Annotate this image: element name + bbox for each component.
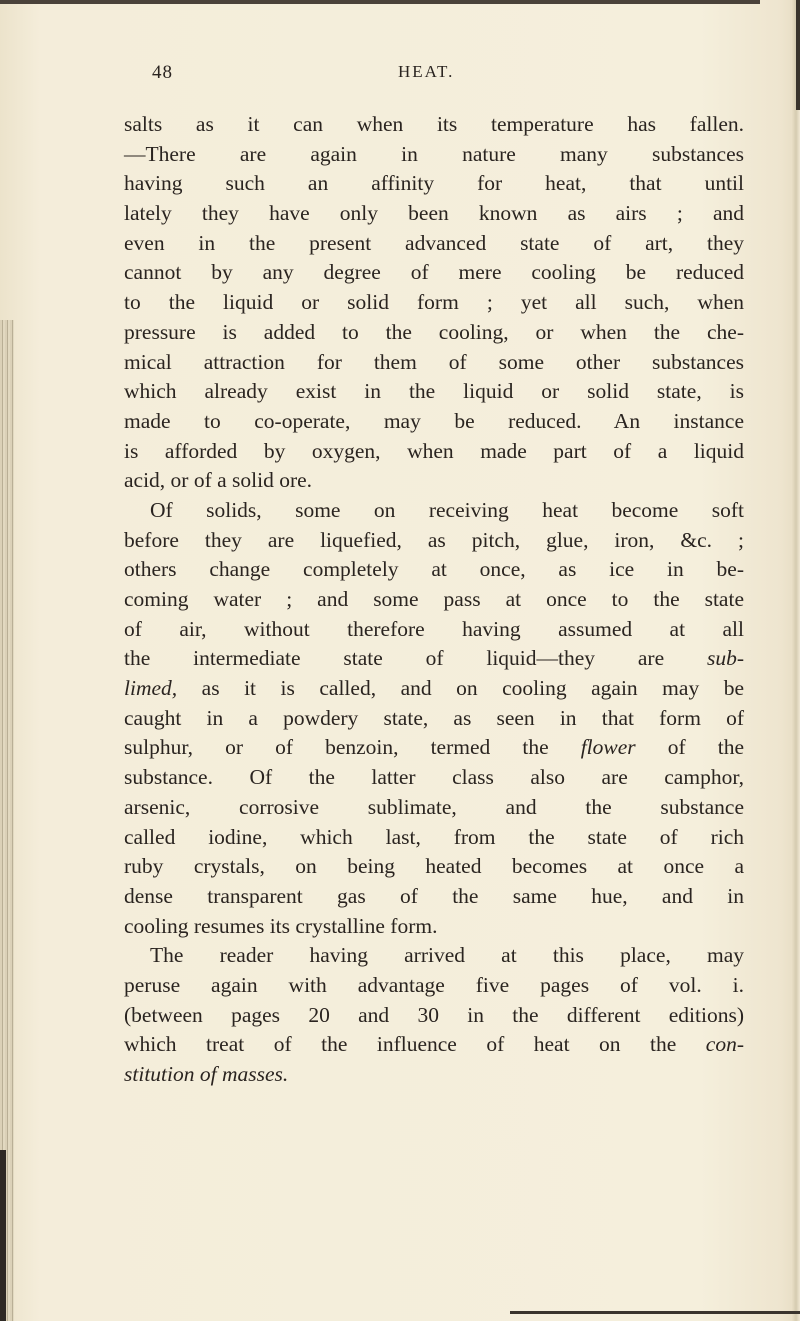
text-line: peruse again with advantage five pages of vol. i. bbox=[124, 972, 744, 997]
text-line: acid, or of a solid ore. bbox=[124, 468, 313, 493]
text-line: cannot by any degree of mere cooling be reduced bbox=[124, 260, 744, 285]
text-line: of air, without therefore having assumed at all bbox=[124, 616, 744, 641]
text-line: —There are again in nature many substances bbox=[124, 141, 744, 166]
left-binding-shadow bbox=[0, 1150, 6, 1321]
text-line: sulphur, or of benzoin, termed the flower of the bbox=[124, 735, 744, 760]
text-line: made to co-operate, may be reduced. An instance bbox=[124, 408, 744, 433]
paragraph-start-line: Of solids, some on receiving heat become soft bbox=[150, 497, 744, 522]
running-header bbox=[0, 62, 800, 90]
body-text bbox=[124, 110, 744, 1090]
text-line: substance. Of the latter class also are camphor, bbox=[124, 765, 744, 790]
italic-word: limed, bbox=[124, 676, 178, 701]
running-head-title: HEAT. bbox=[398, 62, 455, 81]
text-line: having such an affinity for heat, that until bbox=[124, 171, 744, 196]
page-number: 48 bbox=[152, 62, 173, 83]
text-line: pressure is added to the cooling, or when the che- bbox=[124, 319, 744, 344]
text-line: is afforded by oxygen, when made part of a liquid bbox=[124, 438, 744, 463]
right-edge-shadow bbox=[796, 0, 800, 110]
text-line: limed, as it is called, and on cooling again may be bbox=[124, 676, 744, 701]
bottom-edge-shadow bbox=[510, 1311, 800, 1314]
text-line: ruby crystals, on being heated becomes at once a bbox=[124, 854, 744, 879]
text-line: lately they have only been known as airs ; and bbox=[124, 201, 744, 226]
text-line: salts as it can when its temperature has fallen. bbox=[124, 112, 744, 136]
text-line: called iodine, which last, from the state of rich bbox=[124, 824, 744, 849]
text-line: even in the present advanced state of art, they bbox=[124, 230, 744, 255]
text-line: which already exist in the liquid or solid state, is bbox=[124, 379, 744, 404]
italic-phrase: stitution of masses. bbox=[124, 1062, 289, 1086]
italic-word: flower bbox=[580, 735, 636, 760]
text-line: the intermediate state of liquid—they are sub- bbox=[124, 646, 744, 671]
text-line bbox=[124, 1060, 744, 1090]
right-page-edge bbox=[792, 0, 800, 1321]
text-line: mical attraction for them of some other substances bbox=[124, 349, 744, 374]
text-line: coming water ; and some pass at once to the state bbox=[124, 587, 744, 611]
text-line: which treat of the influence of heat on the con- bbox=[124, 1032, 744, 1057]
italic-word: sub- bbox=[706, 646, 744, 671]
text-line: caught in a powdery state, as seen in that form of bbox=[124, 705, 744, 730]
top-edge-shadow bbox=[0, 0, 760, 4]
paragraph-start-line: The reader having arrived at this place, may bbox=[150, 943, 744, 968]
text-line: arsenic, corrosive sublimate, and the substance bbox=[124, 794, 744, 819]
italic-word: con- bbox=[705, 1032, 744, 1057]
text-line: dense transparent gas of the same hue, and in bbox=[124, 883, 744, 908]
text-line: cooling resumes its crystalline form. bbox=[124, 913, 438, 938]
text-line: others change completely at once, as ice in be- bbox=[124, 557, 744, 582]
text-line: to the liquid or solid form ; yet all such, when bbox=[124, 290, 744, 315]
text-line: before they are liquefied, as pitch, glue, iron, &c. ; bbox=[124, 527, 744, 552]
text-line: (between pages 20 and 30 in the different editions) bbox=[124, 1002, 744, 1027]
